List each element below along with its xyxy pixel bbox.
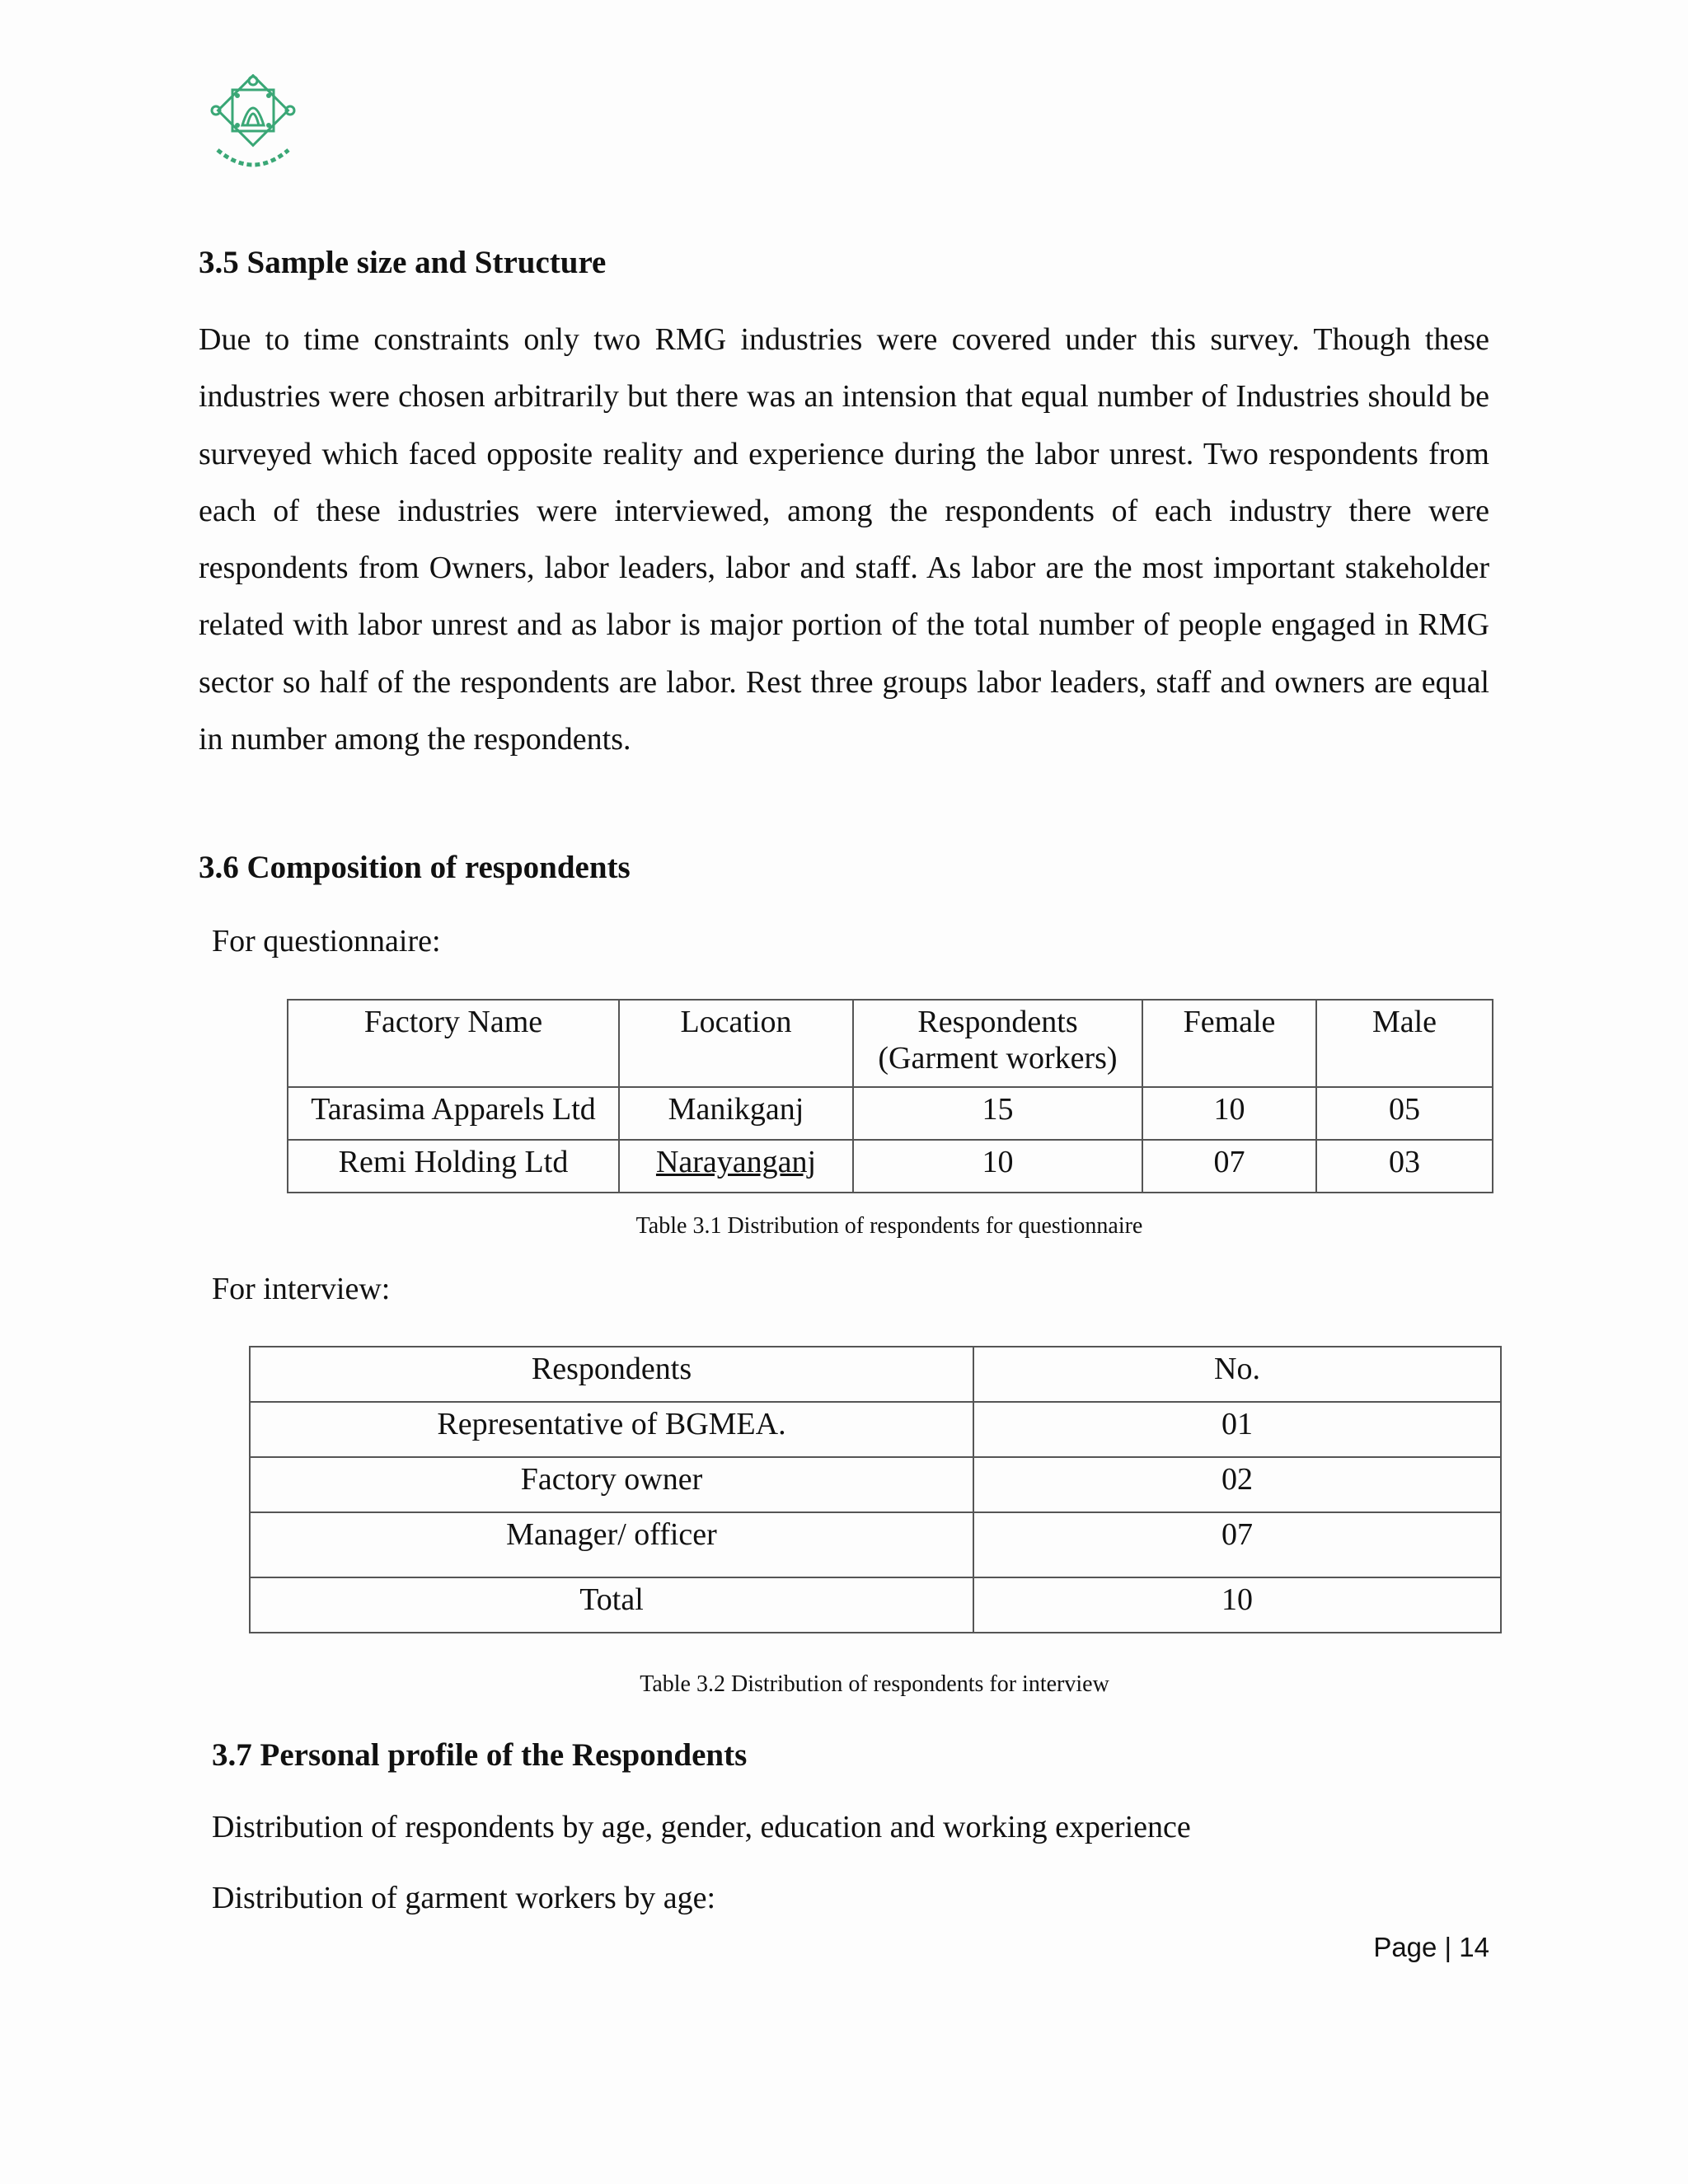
university-seal-logo: [208, 74, 298, 180]
section-3-6-heading: 3.6 Composition of respondents: [199, 850, 631, 885]
section-3-5-heading: 3.5 Sample size and Structure: [199, 245, 607, 280]
col-header-number: No.: [973, 1347, 1501, 1402]
cell-location: Narayanganj: [619, 1140, 853, 1193]
section-3-7-heading: 3.7 Personal profile of the Respondents: [212, 1737, 748, 1773]
table-3-1-caption: Table 3.1 Distribution of respondents for questionnaire: [635, 1213, 1143, 1239]
cell-male: 05: [1316, 1087, 1493, 1140]
col-header-respondents: Respondents: [250, 1347, 973, 1402]
table-3-2-caption: Table 3.2 Distribution of respondents for interview: [640, 1671, 1109, 1697]
col-header-female: Female: [1142, 1000, 1316, 1087]
interview-label: For interview:: [212, 1272, 391, 1306]
interview-table: [249, 1346, 1502, 1633]
section-3-7-line-1: Distribution of respondents by age, gender, education and working experience: [212, 1810, 1191, 1844]
cell-female: 07: [1142, 1140, 1316, 1193]
cell-female: 10: [1142, 1087, 1316, 1140]
table-row: [250, 1402, 1501, 1457]
cell-count: 01: [973, 1402, 1501, 1457]
questionnaire-table: [287, 999, 1493, 1193]
col-header-respondents: Respondents (Garment workers): [853, 1000, 1142, 1087]
page-number: Page | 14: [1373, 1932, 1489, 1962]
cell-location: Manikganj: [619, 1087, 853, 1140]
cell-total-value: 10: [973, 1577, 1501, 1633]
questionnaire-label: For questionnaire:: [212, 924, 441, 958]
section-3-5-paragraph: Due to time constraints only two RMG industries were covered under this survey. Though these industries were chosen arbitrarily but there was an intension that equal number of Industries should be surveyed which faced opposite reality and experience during the labor unrest. Two respondents from each of these industries were interviewed, among the respondents of each industry there were respondents from Owners, labor leaders, labor and staff. As labor are the most important stakeholder related with labor unrest and as labor is major portion of the total number of people engaged in RMG sector so half of the respondents are labor. Rest three groups labor leaders, staff and owners are equal in number among the respondents.: [199, 322, 1489, 757]
table-row: [288, 1140, 1493, 1193]
cell-count: 02: [973, 1457, 1501, 1512]
col-header-factory-name: Factory Name: [288, 1000, 619, 1087]
cell-male: 03: [1316, 1140, 1493, 1193]
col-header-male: Male: [1316, 1000, 1493, 1087]
col-header-location: Location: [619, 1000, 853, 1087]
cell-total-label: Total: [250, 1577, 973, 1633]
cell-count: 07: [973, 1512, 1501, 1577]
cell-respondent-type: Manager/ officer: [250, 1512, 973, 1577]
table-total-row: [250, 1577, 1501, 1633]
table-row: [250, 1512, 1501, 1577]
cell-respondents: 15: [853, 1087, 1142, 1140]
cell-respondent-type: Factory owner: [250, 1457, 973, 1512]
cell-respondents: 10: [853, 1140, 1142, 1193]
table-row: [250, 1457, 1501, 1512]
cell-factory-name: Remi Holding Ltd: [288, 1140, 619, 1193]
table-row: [288, 1087, 1493, 1140]
cell-respondent-type: Representative of BGMEA.: [250, 1402, 973, 1457]
section-3-7-line-2: Distribution of garment workers by age:: [212, 1881, 716, 1915]
cell-factory-name: Tarasima Apparels Ltd: [288, 1087, 619, 1140]
